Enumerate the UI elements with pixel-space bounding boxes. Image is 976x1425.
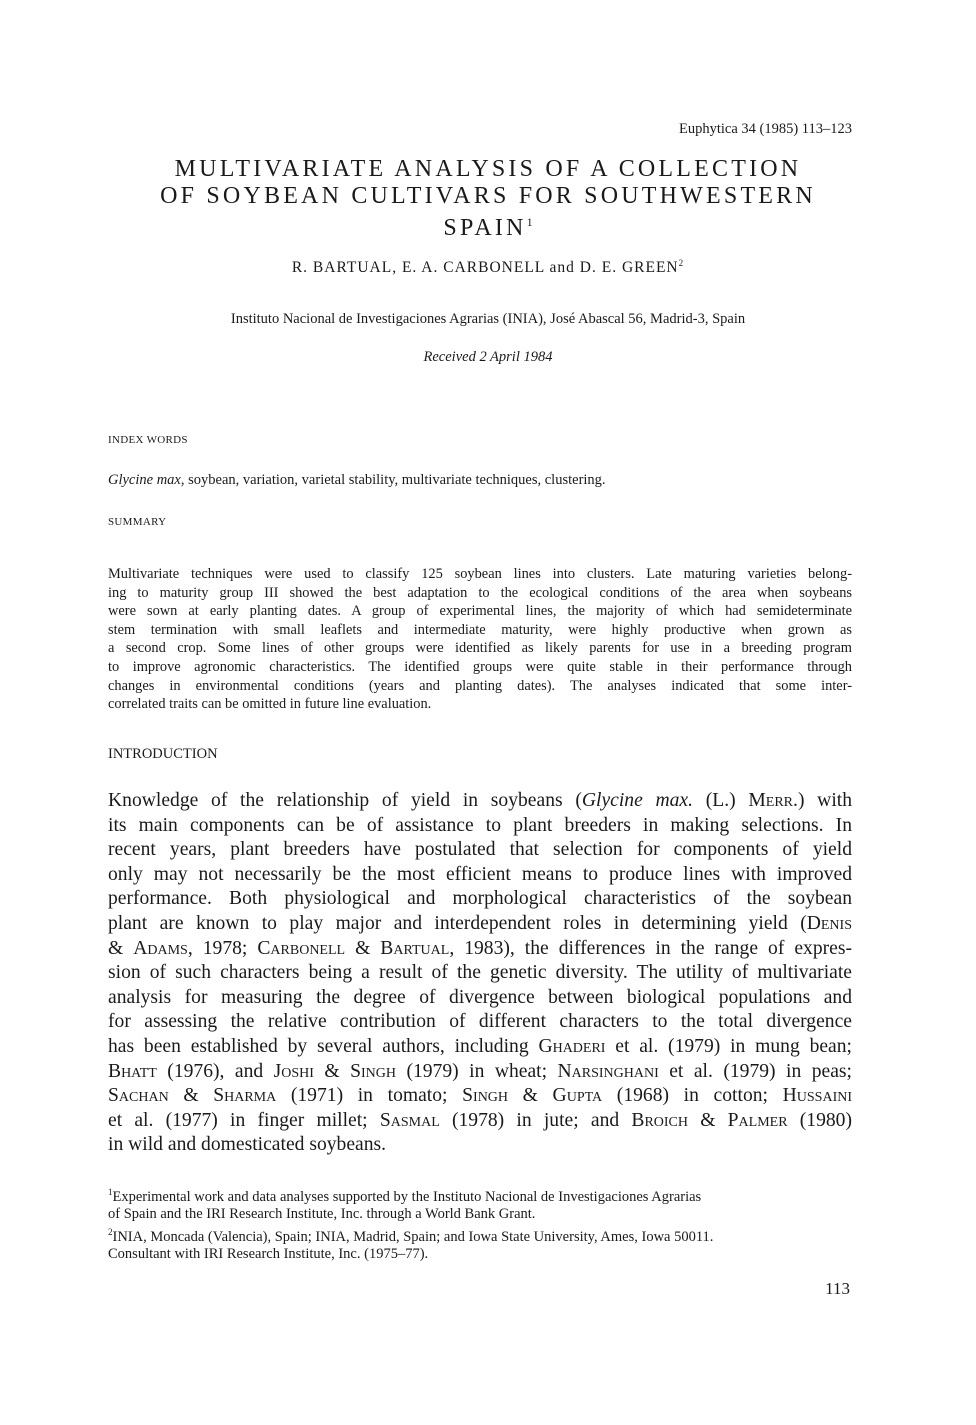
intro-text: et al. (1979) in peas; <box>658 1060 852 1082</box>
author-citation: Broich & Palmer <box>631 1109 788 1131</box>
affiliation: Instituto Nacional de Investigaciones Agrarias (INIA), José Abascal 56, Madrid-3, Spain <box>230 311 746 327</box>
author-citation: Singh & Gupta <box>462 1085 603 1107</box>
intro-text: et al. (1979) in mung bean; <box>605 1035 852 1057</box>
summary-line: changes in environmental conditions (years and planting dates). The analyses indicated that some inter- <box>108 677 852 694</box>
author-citation: Narsinghani <box>557 1060 659 1082</box>
intro-text: (1971) in tomato; <box>276 1085 463 1107</box>
intro-line <box>108 1060 852 1085</box>
footnote-mark: 1 <box>108 1187 113 1197</box>
intro-text: Knowledge of the relationship of yield in soybeans ( <box>108 790 582 811</box>
footnote-line <box>108 1224 713 1246</box>
intro-text: plant are known to play major and interdependent roles in determining yield ( <box>108 912 807 934</box>
intro-text: recent years, plant breeders have postulated that selection for components of yield <box>108 839 852 861</box>
intro-text: (1980) <box>787 1109 853 1131</box>
title-line: OF SOYBEAN CULTIVARS FOR SOUTHWESTERN <box>160 182 816 209</box>
intro-line <box>108 1010 852 1035</box>
intro-text: (1978) in jute; and <box>439 1109 632 1131</box>
summary-heading: SUMMARY <box>108 516 167 528</box>
author-citation: Sachan & Sharma <box>108 1085 277 1107</box>
summary-line: ing to maturity group III showed the best adaptation to the ecological conditions of the area when soybeans <box>108 584 852 601</box>
journal-citation: Euphytica 34 (1985) 113–123 <box>678 121 852 137</box>
intro-line <box>108 937 852 962</box>
intro-line <box>108 986 852 1011</box>
intro-line <box>108 1035 852 1060</box>
intro-line <box>108 838 852 863</box>
summary-line: were sown at early planting dates. A group of experimental lines, the majority of which had semideterminate <box>108 603 852 620</box>
footnote-text: Consultant with IRI Research Institute, Inc. (1975–77). <box>108 1246 429 1263</box>
author-citation: Bhatt <box>108 1060 157 1082</box>
intro-line <box>108 912 852 937</box>
keyword-species: Glycine max <box>108 472 181 488</box>
footnote-line <box>108 1246 713 1264</box>
author-citation: Ghaderi <box>538 1035 606 1057</box>
summary-line: stem termination with small leaflets and intermediate maturity, were highly productive when grown as <box>108 621 852 638</box>
species-name: Glycine max. <box>581 790 694 811</box>
title-line <box>0 209 976 242</box>
summary-text <box>108 565 852 714</box>
intro-line <box>108 789 852 814</box>
intro-line <box>108 1133 852 1158</box>
author-citation: Hussaini <box>782 1085 853 1107</box>
author-citation: Joshi & Singh <box>273 1060 396 1082</box>
author-citation: Sasmal <box>379 1109 440 1131</box>
author-names: R. BARTUAL, E. A. CARBONELL and D. E. GREEN <box>291 259 679 277</box>
footnote-text: of Spain and the IRI Research Institute, Inc. through a World Bank Grant. <box>108 1206 536 1223</box>
summary-line: a second crop. Some lines of other groups were identified as likely parents for use in a breeding program <box>108 640 852 657</box>
footnote-mark: 2 <box>678 258 685 268</box>
summary-line: to improve agronomic characteristics. The identified groups were quite stable in their performance through <box>108 658 852 675</box>
author-citation: Carbonell & Bartual <box>257 937 450 959</box>
page-number: 113 <box>825 1279 850 1298</box>
intro-text: (1979) in wheat; <box>395 1060 558 1082</box>
index-words-heading: INDEX WORDS <box>108 434 188 446</box>
title-line-text: SPAIN <box>443 215 527 241</box>
intro-line <box>108 814 852 839</box>
title-line: MULTIVARIATE ANALYSIS OF A COLLECTION <box>174 156 802 182</box>
intro-text: performance. Both physiological and morphological characteristics of the soybean <box>108 888 852 910</box>
footnote-mark: 1 <box>526 215 533 229</box>
intro-text: (1976), and <box>156 1060 274 1082</box>
intro-text: only may not necessarily be the most efficient means to produce lines with improved <box>108 863 852 885</box>
intro-text: for assessing the relative contribution of different characters to the total divergence <box>108 1011 852 1033</box>
footnotes <box>108 1184 713 1264</box>
intro-text: et al. (1977) in finger millet; <box>108 1109 380 1131</box>
author-citation: Merr. <box>748 790 798 811</box>
summary-line: Multivariate techniques were used to classify 125 soybean lines into clusters. Late maturing varieties belong- <box>108 566 852 582</box>
intro-text: , 1978; <box>187 937 258 959</box>
index-words <box>108 472 606 489</box>
intro-line <box>108 961 852 986</box>
intro-text: its main components can be of assistance to plant breeders in making selections. In <box>108 814 852 836</box>
summary-line: correlated traits can be omitted in future line evaluation. <box>108 696 432 713</box>
keywords-rest: , soybean, variation, varietal stability, multivariate techniques, clustering. <box>180 472 606 488</box>
author-citation: Denis <box>806 912 852 934</box>
authors <box>0 258 976 277</box>
intro-text: (L.) <box>693 790 749 811</box>
footnote-text: Experimental work and data analyses supported by the Instituto Nacional de Investigaciones Agrarias <box>112 1188 702 1205</box>
intro-text: , 1983), the differences in the range of expres- <box>449 937 853 959</box>
introduction-heading: INTRODUCTION <box>108 746 218 762</box>
intro-line <box>108 863 852 888</box>
introduction-text <box>108 789 852 1158</box>
footnote-text: INIA, Moncada (Valencia), Spain; INIA, Madrid, Spain; and Iowa State University, Ames, Iowa 50011. <box>112 1228 714 1245</box>
footnote-mark: 2 <box>108 1227 113 1238</box>
intro-text: & <box>108 937 134 959</box>
intro-text: ) with <box>797 790 853 811</box>
author-citation: Adams <box>133 937 188 959</box>
intro-text: (1968) in cotton; <box>602 1085 783 1107</box>
intro-line <box>108 1109 852 1134</box>
intro-text: analysis for measuring the degree of divergence between biological populations and <box>108 986 852 1008</box>
intro-text: has been established by several authors, including <box>108 1035 539 1057</box>
intro-text: sion of such characters being a result of the genetic diversity. The utility of multivariate <box>108 962 852 984</box>
intro-text: in wild and domesticated soybeans. <box>108 1134 387 1156</box>
footnote-line <box>108 1206 713 1224</box>
footnote-line <box>108 1184 713 1206</box>
paper-title <box>0 156 976 242</box>
intro-line <box>108 1084 852 1109</box>
received-date: Received 2 April 1984 <box>423 349 553 365</box>
intro-line <box>108 887 852 912</box>
